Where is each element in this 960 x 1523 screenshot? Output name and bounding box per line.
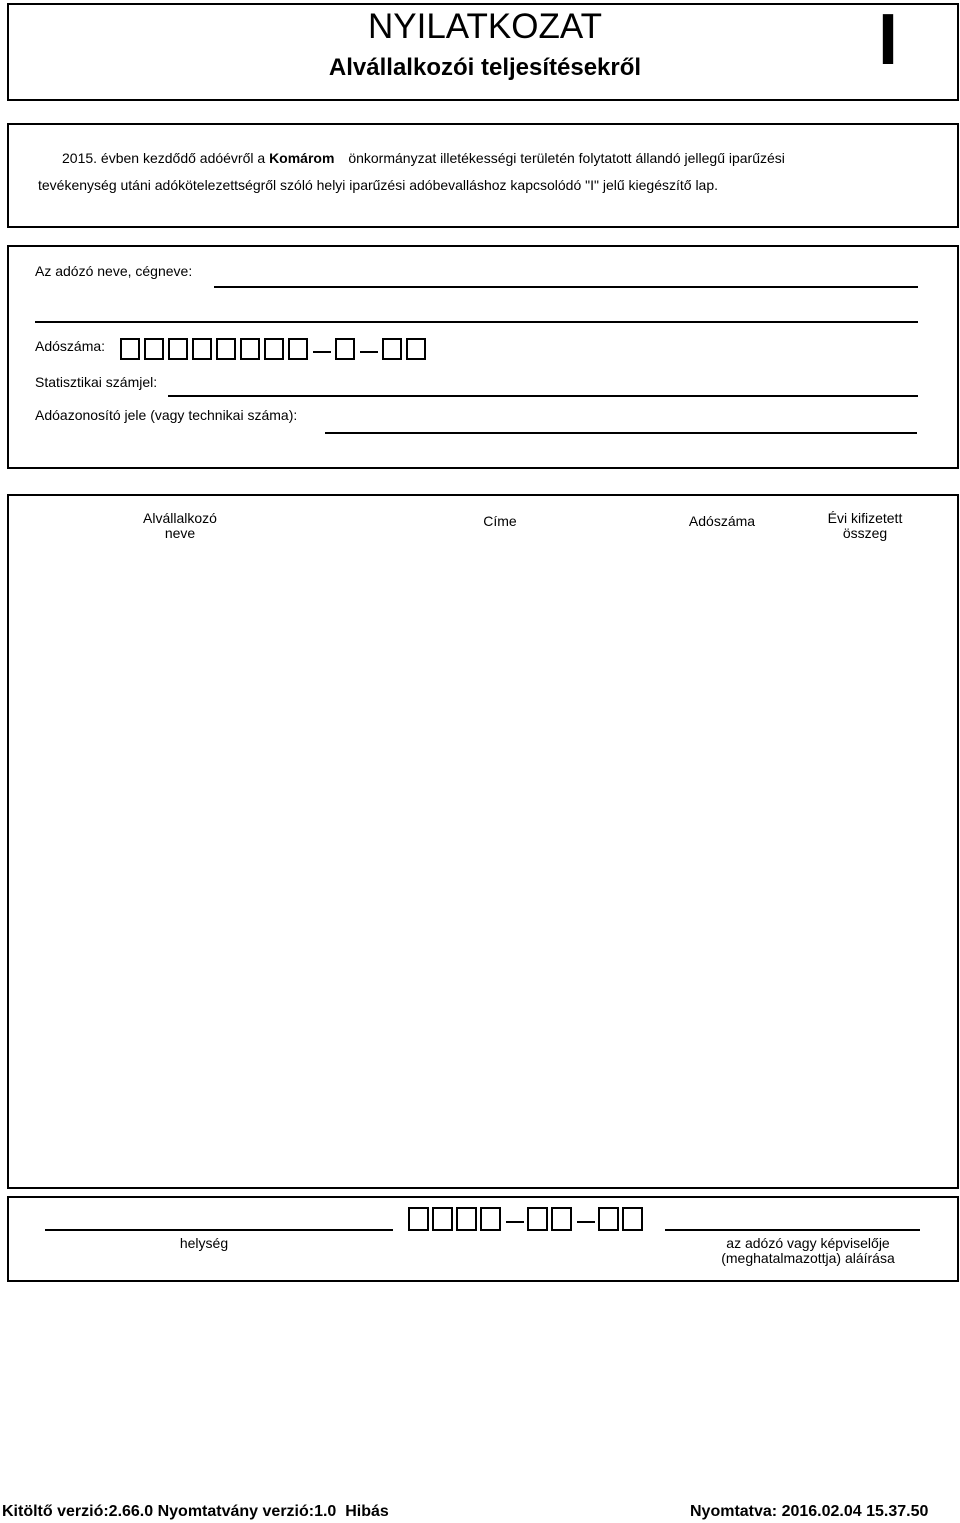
col-header-amount-line-1: Évi kifizetett <box>827 510 903 526</box>
intro-line-1 <box>62 150 785 166</box>
date-day-digit[interactable] <box>598 1207 619 1231</box>
signature-field[interactable] <box>665 1229 920 1231</box>
tax-number-separator <box>360 351 378 353</box>
signature-label-line-1: az adózó vagy képviselője <box>726 1235 890 1251</box>
date-separator <box>577 1221 595 1223</box>
signature-label-line-2: (meghatalmazottja) aláírása <box>721 1250 895 1266</box>
date-year-digit[interactable] <box>480 1207 501 1231</box>
intro-part2: önkormányzat illetékességi területén folytatott állandó jellegű iparűzési <box>348 150 785 166</box>
stat-number-label: Statisztikai számjel: <box>35 374 158 390</box>
place-label: helység <box>179 1235 229 1251</box>
subcontractor-table <box>7 494 959 1189</box>
form-code: I <box>878 0 899 80</box>
taxpayer-name-label: Az adózó neve, cégneve: <box>35 263 193 279</box>
col-header-amount-line-2: összeg <box>842 525 888 541</box>
date-day-digit[interactable] <box>622 1207 643 1231</box>
tax-number-separator <box>313 351 331 353</box>
tax-number-digit[interactable] <box>192 338 212 360</box>
signature-label <box>690 1236 926 1266</box>
date-year-digit[interactable] <box>432 1207 453 1231</box>
taxpayer-name-field[interactable] <box>214 286 918 288</box>
tax-number-label: Adószáma: <box>35 338 106 354</box>
col-header-name-line-2: neve <box>164 525 196 541</box>
col-header-tax-number: Adószáma <box>688 513 756 529</box>
tax-number-digit[interactable] <box>168 338 188 360</box>
tax-number-digit[interactable] <box>144 338 164 360</box>
col-header-name-line-1: Alvállalkozó <box>143 510 217 526</box>
intro-part1: 2015. évben kezdődő adóévről a <box>62 150 266 166</box>
municipality-field[interactable]: Komárom <box>269 150 335 166</box>
tax-number-digit[interactable] <box>264 338 284 360</box>
date-year-digit[interactable] <box>408 1207 429 1231</box>
intro-box <box>7 123 959 228</box>
footer-version: Kitöltő verzió:2.66.0 Nyomtatvány verzió:1.0 Hibás <box>2 1503 389 1520</box>
stat-number-field[interactable] <box>168 395 918 397</box>
tax-id-field[interactable] <box>325 432 917 434</box>
intro-line-2: tevékenység utáni adókötelezettségről szóló helyi iparűzési adóbevalláshoz kapcsolódó "I" jelű kiegészítő lap. <box>38 177 719 193</box>
tax-number-digit[interactable] <box>382 338 402 360</box>
tax-number-digit[interactable] <box>240 338 260 360</box>
tax-id-label: Adóazonosító jele (vagy technikai száma): <box>35 407 298 423</box>
tax-number-digit[interactable] <box>335 338 355 360</box>
col-header-address: Címe <box>483 513 517 529</box>
col-header-name <box>100 511 260 541</box>
footer-printed: Nyomtatva: 2016.02.04 15.37.50 <box>690 1503 929 1520</box>
form-title: NYILATKOZAT <box>367 7 602 46</box>
col-header-amount <box>800 511 930 541</box>
tax-number-digit[interactable] <box>216 338 236 360</box>
place-field[interactable] <box>45 1229 393 1231</box>
date-month-digit[interactable] <box>527 1207 548 1231</box>
tax-number-digit[interactable] <box>406 338 426 360</box>
taxpayer-name-field-line-2[interactable] <box>35 321 918 323</box>
tax-number-digit[interactable] <box>288 338 308 360</box>
tax-number-digit[interactable] <box>120 338 140 360</box>
date-year-digit[interactable] <box>456 1207 477 1231</box>
form-subtitle: Alvállalkozói teljesítésekről <box>328 54 642 81</box>
date-separator <box>506 1221 524 1223</box>
date-month-digit[interactable] <box>551 1207 572 1231</box>
